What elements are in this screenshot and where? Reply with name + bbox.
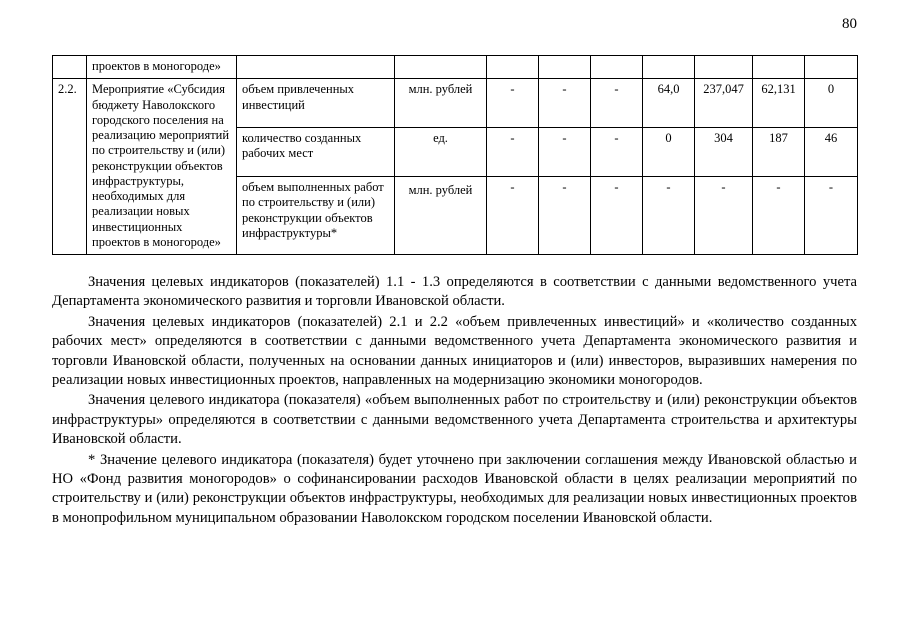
cell-value [643,56,695,79]
cell-value: 62,131 [753,79,805,128]
cell-value: 304 [695,128,753,177]
cell-value [805,56,858,79]
cell-event-continued: проектов в моногороде» [87,56,237,79]
cell-number [53,56,87,79]
cell-value: - [487,177,539,255]
cell-value: 0 [805,79,858,128]
cell-value [539,56,591,79]
cell-unit: ед. [395,128,487,177]
cell-indicator-name: объем выполненных работ по строительству и (или) реконструкции объектов инфраструктуры* [237,177,395,255]
table-row-partial-top [53,56,858,79]
cell-indicator-name: количество созданных рабочих мест [237,128,395,177]
cell-value: - [591,177,643,255]
cell-value: - [805,177,858,255]
cell-value: 0 [643,128,695,177]
cell-value: - [591,128,643,177]
cell-value: 46 [805,128,858,177]
paragraph-1: Значения целевых индикаторов (показателей) 1.1 - 1.3 определяются в соответствии с данными ведомственного учета Департамента экономического развития и торговли Ивановской области. [52,274,857,310]
cell-value: - [591,79,643,128]
cell-value [591,56,643,79]
cell-value [487,56,539,79]
cell-row-number: 2.2. [53,79,87,255]
page-number: 80 [842,16,857,32]
paragraph-2: Значения целевых индикаторов (показателей) 2.1 и 2.2 «объем привлеченных инвестиций» и «количество созданных рабочих мест» определяются в соответствии с данными ведомственного учета Департамента экономического развития и торговли Ивановской области, полученных на основании данных инициаторов и (или) инвесторов, выразивших намерения по реализации новых инвестиционных проектов, направленных на модернизацию экономики моногородов. [52,313,857,389]
cell-value: - [539,177,591,255]
cell-value: - [539,128,591,177]
cell-unit: млн. рублей [395,177,487,255]
cell-value: 237,047 [695,79,753,128]
table-row [53,79,858,128]
cell-value [753,56,805,79]
cell-indicator [237,56,395,79]
cell-value: - [487,79,539,128]
document-body-text [52,273,857,528]
cell-value [695,56,753,79]
cell-value: 64,0 [643,79,695,128]
cell-value: 187 [753,128,805,177]
cell-event-name: Мероприятие «Субсидия бюджету Наволокского городского поселения на реализацию мероприятий по строительству и (или) реконструкции объектов инфраструктуры, необходимых для реализации новых инвестиционных проектов в моногороде» [87,79,237,255]
cell-value: - [753,177,805,255]
cell-indicator-name: объем привлеченных инвестиций [237,79,395,128]
cell-value: - [695,177,753,255]
cell-value: - [487,128,539,177]
paragraph-3: Значения целевого индикатора (показателя) «объем выполненных работ по строительству и (или) реконструкции объектов инфраструктуры» определяются в соответствии с данными ведомственного учета Департамента строительства и архитектуры Ивановской области. [52,392,857,448]
cell-value: - [539,79,591,128]
cell-unit: млн. рублей [395,79,487,128]
footnote-paragraph: * Значение целевого индикатора (показателя) будет уточнено при заключении соглашения между Ивановской областью и НО «Фонд развития моногородов» о софинансировании расходов Ивановской области в целях реализации мероприятий по строительству и (или) реконструкции объектов инфраструктуры, необходимых для реализации новых инвестиционных проектов в монопрофильном муниципальном образовании Наволокском городском поселении Ивановской области. [52,451,857,526]
cell-unit [395,56,487,79]
cell-value: - [643,177,695,255]
indicators-table [52,55,858,255]
